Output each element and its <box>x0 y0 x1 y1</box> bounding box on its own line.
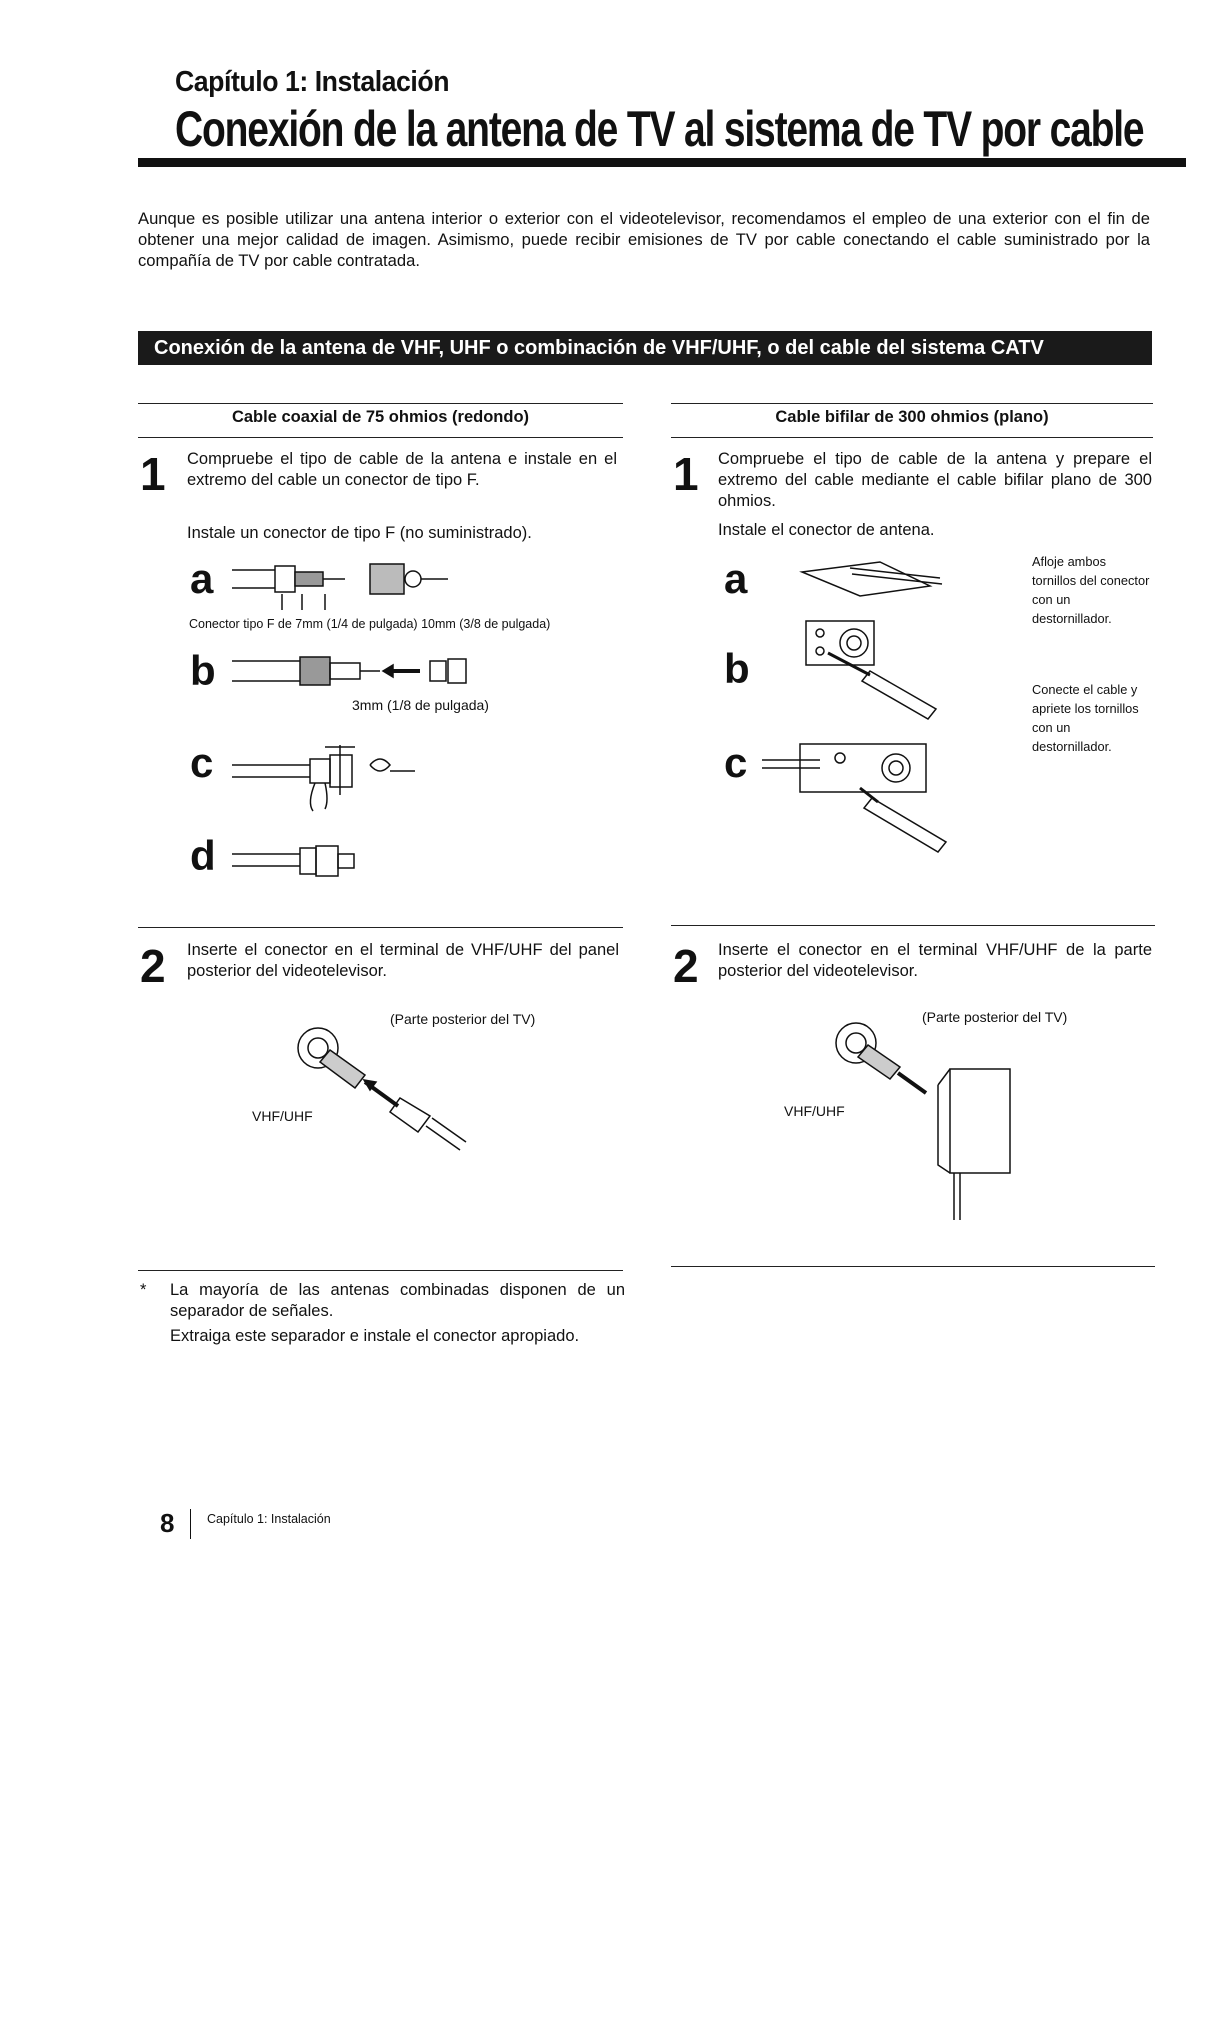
page-title: Conexión de la antena de TV al sistema de TV por cable <box>175 101 1144 157</box>
right-tv-terminal-illustration <box>830 1015 1030 1225</box>
right-label-b: b <box>724 645 750 692</box>
left-caption-a: Conector tipo F de 7mm (1/4 de pulgada) 10mm (3/8 de pulgada) <box>189 617 551 631</box>
coax-connector-a-illustration <box>230 560 480 620</box>
page-number: 8 <box>160 1508 175 1538</box>
left-heading-rule-bottom <box>138 437 623 438</box>
left-step2-text: Inserte el conector en el terminal de VHF/UHF del panel posterior del videotelevisor. <box>187 941 619 980</box>
right-step2-number: 2 <box>673 940 699 992</box>
left-label-c: c <box>190 739 214 786</box>
left-terminal-label: VHF/UHF <box>252 1108 313 1124</box>
left-step1-subtext: Instale un conector de tipo F (no suministrado). <box>187 524 532 542</box>
left-step2-number: 2 <box>140 940 166 992</box>
right-heading-rule-bottom <box>671 437 1153 438</box>
coax-connector-d-illustration <box>230 840 390 880</box>
right-step2-rule <box>671 925 1155 926</box>
left-bottom-rule <box>138 1270 623 1271</box>
footer-chapter: Capítulo 1: Instalación <box>207 1512 331 1526</box>
twinlead-cable-illustration <box>800 552 950 602</box>
left-column-heading: Cable coaxial de 75 ohmios (redondo) <box>231 408 530 426</box>
left-label-d: d <box>190 832 216 879</box>
intro-paragraph: Aunque es posible utilizar una antena interior o exterior con el videotelevisor, recomendamos el empleo de una exterior con el fin de obtener una mejor calidad de imagen. Asimismo, puede recibir emisiones de TV por cable conectando el cable suministrado por la compañía de TV por cable contratada. <box>138 209 1150 270</box>
footnote-mark: * <box>140 1281 147 1299</box>
footnote-line1: La mayoría de las antenas combinadas disponen de un separador de señales. <box>170 1281 625 1320</box>
right-screwdriver-b-illustration <box>800 615 960 715</box>
left-tv-terminal-illustration <box>290 1020 490 1150</box>
right-column-heading: Cable bifilar de 300 ohmios (plano) <box>775 408 1049 426</box>
left-heading-rule-top <box>138 403 623 404</box>
left-step1-text: Compruebe el tipo de cable de la antena e instale en el extremo del cable un conector de tipo F. <box>187 450 617 489</box>
right-screwdriver-c-illustration <box>760 738 960 848</box>
left-rear-label: (Parte posterior del TV) <box>390 1011 536 1027</box>
right-rear-label: (Parte posterior del TV) <box>922 1009 1068 1025</box>
right-note-loosen: Afloje ambos tornillos del conector con un destornillador. <box>1032 554 1150 626</box>
footnote-line2: Extraiga este separador e instale el conector apropiado. <box>170 1327 580 1345</box>
footer-divider <box>190 1509 191 1539</box>
right-note-connect: Conecte el cable y apriete los tornillos con un destornillador. <box>1032 682 1139 754</box>
title-rule <box>138 158 1186 167</box>
right-heading-rule-top <box>671 403 1153 404</box>
left-label-b: b <box>190 647 216 694</box>
right-bottom-rule <box>671 1266 1155 1267</box>
coax-connector-c-illustration <box>230 735 450 805</box>
right-label-c: c <box>724 739 748 786</box>
right-step2-text: Inserte el conector en el terminal VHF/UHF de la parte posterior del videotelevisor. <box>718 941 1152 980</box>
chapter-label: Capítulo 1: Instalación <box>175 66 450 98</box>
left-step1-number: 1 <box>140 448 166 500</box>
right-step1-text: Compruebe el tipo de cable de la antena y prepare el extremo del cable mediante el cable bifilar plano de 300 ohmios. <box>718 450 1152 510</box>
right-terminal-label: VHF/UHF <box>784 1103 845 1119</box>
right-label-a: a <box>724 555 748 602</box>
section-title-bar: Conexión de la antena de VHF, UHF o combinación de VHF/UHF, o del cable del sistema CATV <box>138 331 1152 365</box>
right-step1-number: 1 <box>673 448 699 500</box>
left-label-a: a <box>190 555 214 602</box>
coax-connector-b-illustration <box>230 653 490 693</box>
right-step1-subtext: Instale el conector de antena. <box>718 521 935 539</box>
left-step2-rule <box>138 927 623 928</box>
left-caption-b: 3mm (1/8 de pulgada) <box>352 697 489 713</box>
